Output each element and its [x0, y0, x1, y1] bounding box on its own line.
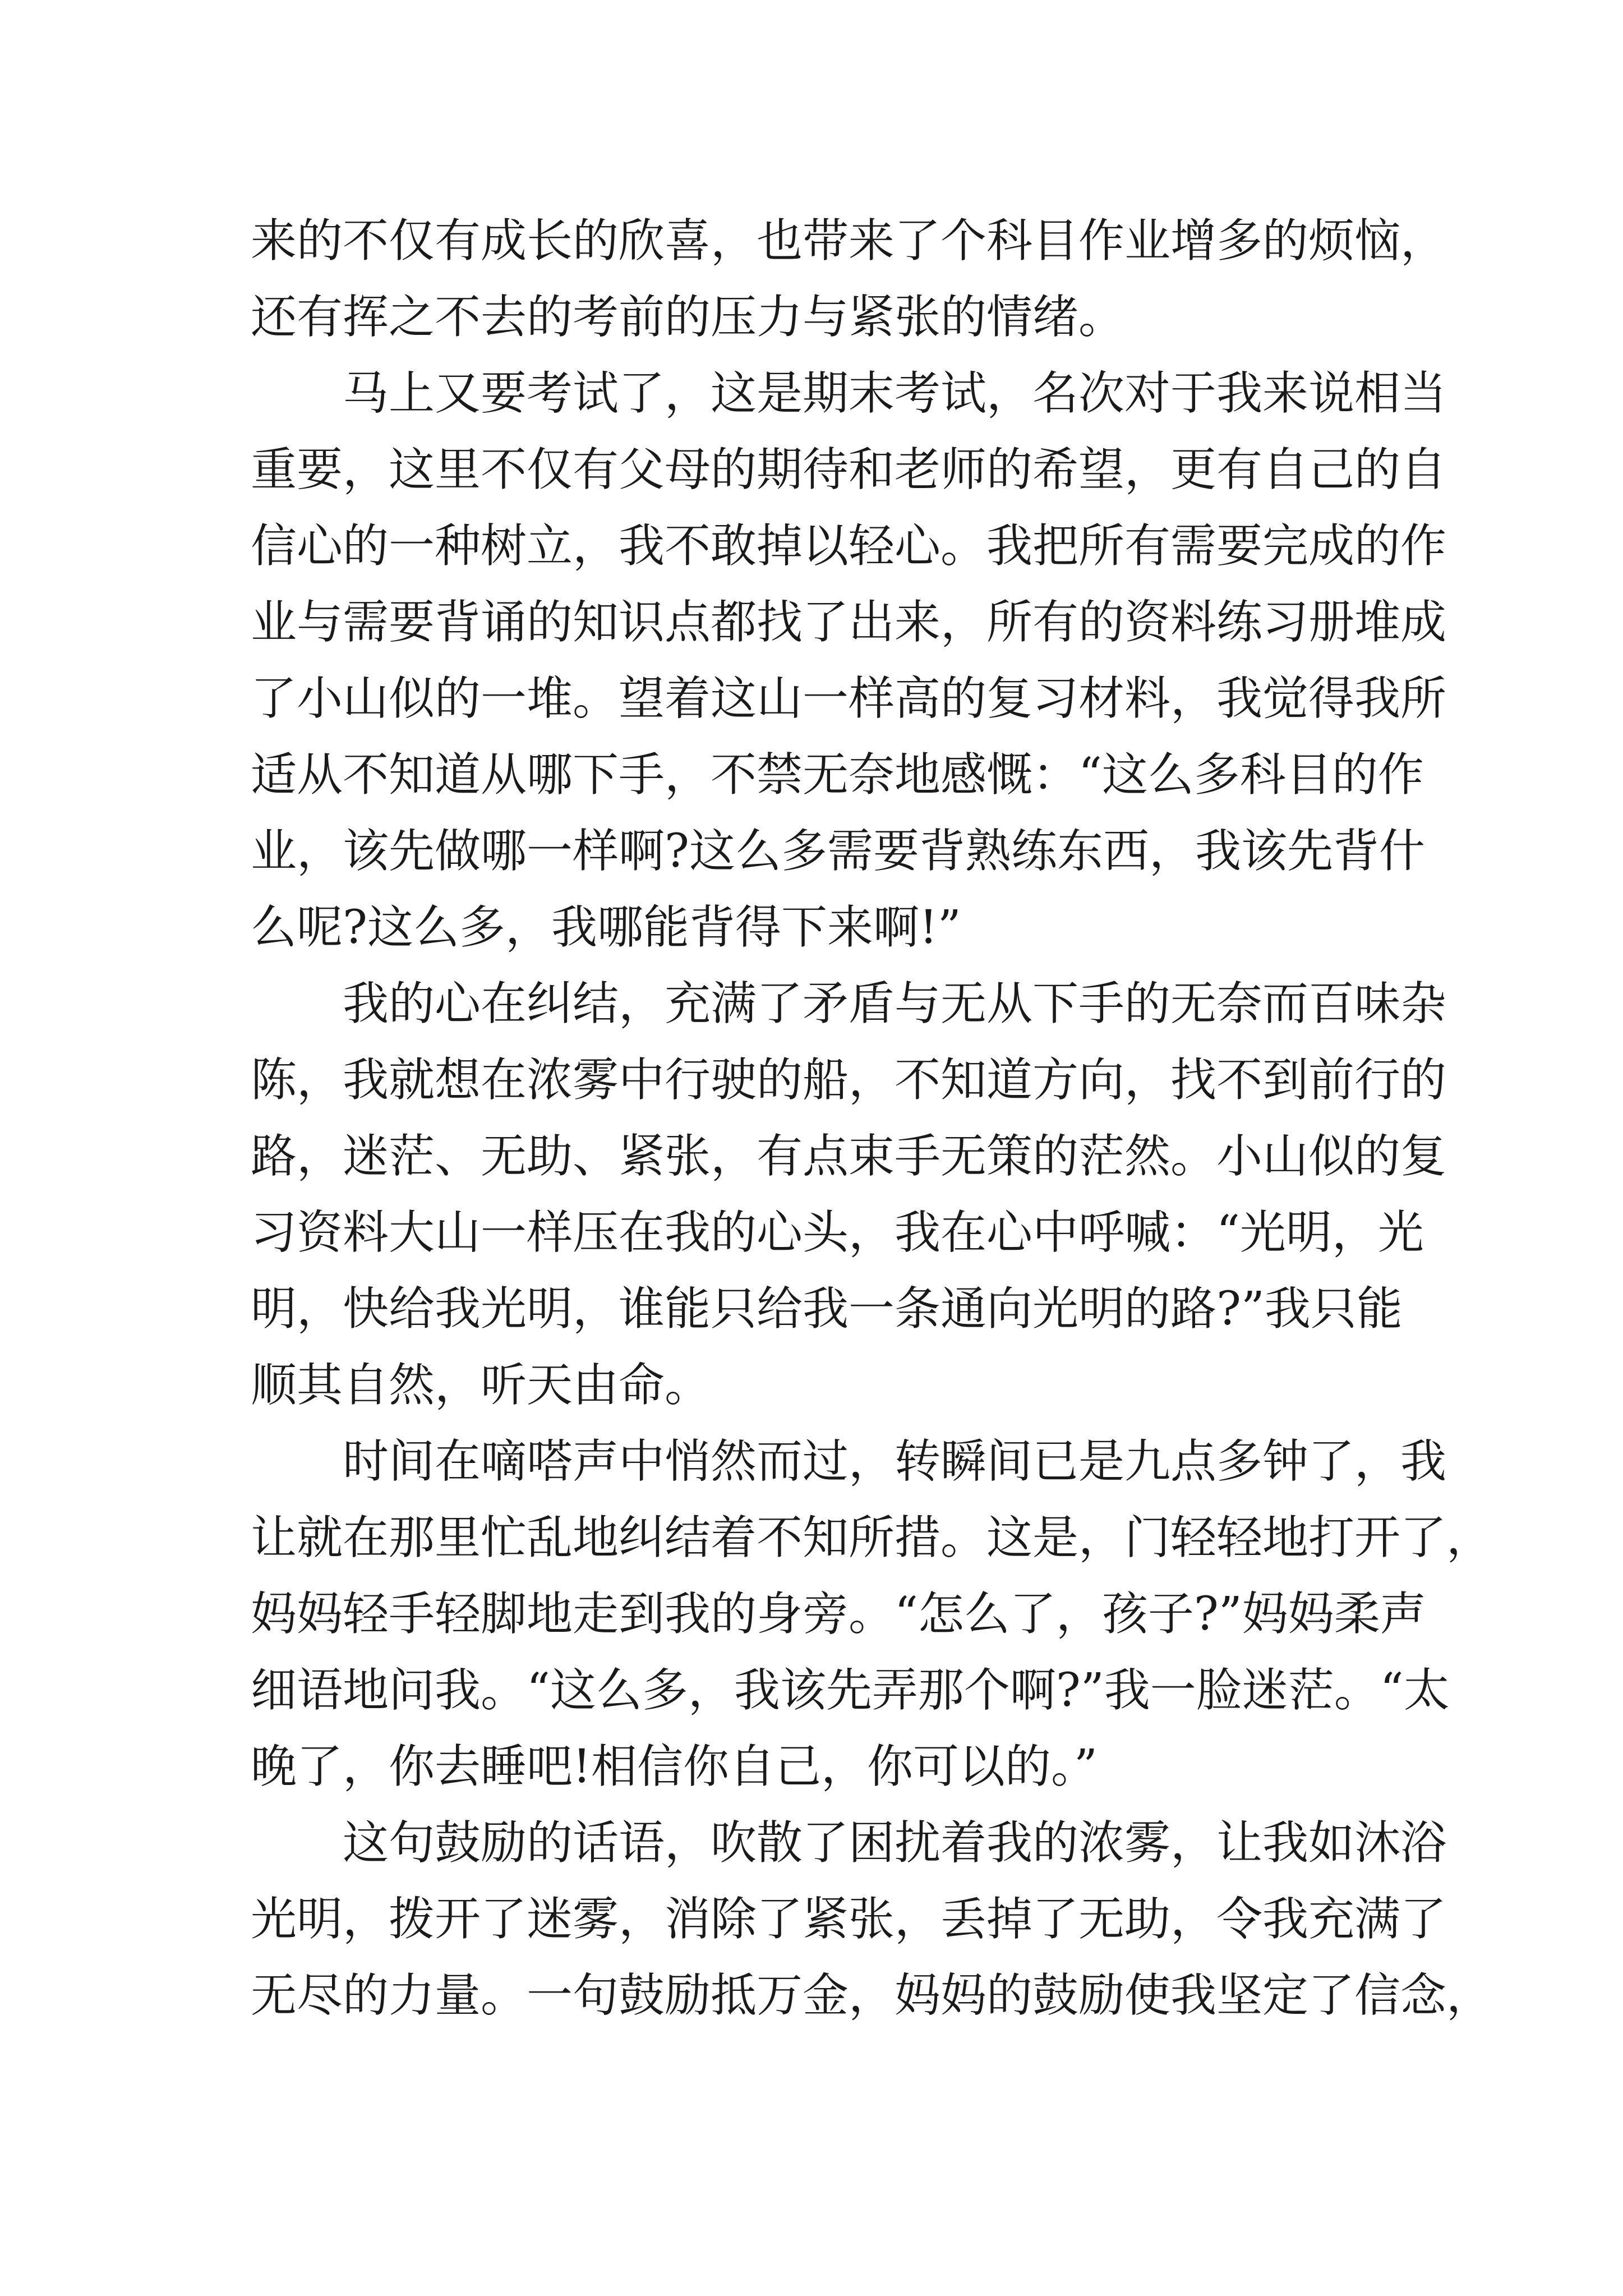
text-line: 重要，这里不仅有父母的期待和老师的希望，更有自己的自 [251, 443, 1447, 496]
text-line: 顺其自然，听天由命。 [251, 1359, 711, 1412]
text-line: 么呢?这么多，我哪能背得下来啊!” [251, 901, 961, 954]
text-line: 路，迷茫、无助、紧张，有点束手无策的茫然。小山似的复 [251, 1130, 1447, 1183]
text-line: 业，该先做哪一样啊?这么多需要背熟练东西，我该先背什 [251, 825, 1425, 878]
text-line: 适从不知道从哪下手，不禁无奈地感慨：“这么多科目的作 [251, 748, 1424, 802]
text-line: 信心的一种树立，我不敢掉以轻心。我把所有需要完成的作 [251, 519, 1447, 573]
text-line: 来的不仅有成长的欣喜，也带来了个科目作业增多的烦恼， [251, 214, 1447, 268]
text-line: 陈，我就想在浓雾中行驶的船，不知道方向，找不到前行的 [251, 1053, 1447, 1107]
text-line: 还有挥之不去的考前的压力与紧张的情绪。 [251, 291, 1125, 344]
text-line: 时间在嘀嗒声中悄然而过，转瞬间已是九点多钟了，我 [343, 1435, 1447, 1488]
text-line: 我的心在纠结，充满了矛盾与无从下手的无奈而百味杂 [343, 977, 1447, 1030]
text-line: 让就在那里忙乱地纠结着不知所措。这是，门轻轻地打开了， [251, 1511, 1493, 1565]
document-body-text [251, 203, 1493, 2034]
text-line: 马上又要考试了，这是期末考试，名次对于我来说相当 [343, 367, 1447, 420]
text-line: 妈妈轻手轻脚地走到我的身旁。“怎么了，孩子?”妈妈柔声 [251, 1588, 1426, 1641]
text-line: 无尽的力量。一句鼓励抵万金，妈妈的鼓励使我坚定了信念， [251, 1969, 1493, 2022]
text-line: 晚了，你去睡吧!相信你自己，你可以的。” [251, 1740, 1098, 1793]
text-line: 这句鼓励的话语，吹散了困扰着我的浓雾，让我如沐浴 [343, 1816, 1447, 1870]
text-line: 业与需要背诵的知识点都找了出来，所有的资料练习册堆成 [251, 596, 1447, 649]
text-line: 细语地问我。“这么多，我该先弄那个啊?”我一脸迷茫。“太 [251, 1664, 1450, 1717]
text-line: 了小山似的一堆。望着这山一样高的复习材料，我觉得我所 [251, 672, 1447, 725]
text-line: 明，快给我光明，谁能只给我一条通向光明的路?”我只能 [251, 1282, 1403, 1336]
text-line: 习资料大山一样压在我的心头，我在心中呼喊：“光明，光 [251, 1206, 1424, 1259]
text-line: 光明，拨开了迷雾，消除了紧张，丢掉了无助，令我充满了 [251, 1893, 1447, 1946]
